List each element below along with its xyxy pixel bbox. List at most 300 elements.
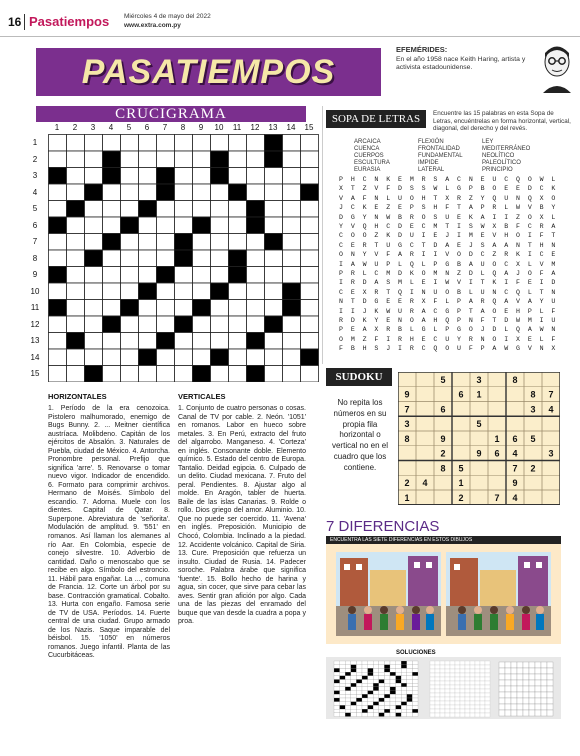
solution-crossword-cell: [390, 683, 396, 687]
solution-wordsearch-cell: [445, 689, 450, 693]
solution-wordsearch-cell: [475, 665, 480, 669]
sopa-letter: H: [409, 335, 414, 343]
sopa-letter: E: [504, 307, 509, 315]
solution-crossword-cell: [384, 698, 390, 702]
sopa-letter: Z: [468, 194, 473, 202]
solution-crossword-cell: [384, 680, 390, 684]
sopa-letter: U: [374, 260, 379, 268]
crossword-cell: [121, 333, 139, 350]
solution-crossword-cell: [362, 680, 368, 684]
efemerides-text: En el año 1958 nace Keith Haring, artista y activista estadounidense.: [396, 56, 526, 72]
black-cell: [103, 234, 121, 251]
crossword-cell: [211, 366, 229, 383]
sopa-letter: N: [468, 176, 473, 183]
row-number: 14: [30, 352, 40, 362]
crossword-cell: [139, 267, 157, 284]
solution-crossword-cell: [412, 709, 418, 713]
sopa-letter: H: [374, 223, 379, 230]
black-cell: [121, 300, 139, 317]
crossword-cell: [121, 250, 139, 267]
solution-wordsearch-cell: [450, 689, 455, 693]
solution-crossword-cell: [362, 676, 368, 680]
sopa-letter: A: [480, 307, 485, 315]
sopa-word: CUENCA: [354, 146, 380, 152]
solution-crossword-cell: [362, 687, 368, 691]
solution-sudoku-cell: [505, 710, 511, 716]
solution-wordsearch-cell: [455, 661, 460, 665]
sopa-letter: Q: [516, 326, 520, 334]
sopa-letter: R: [480, 298, 485, 306]
crossword-cell: [229, 333, 247, 350]
sudoku-given: 4: [548, 404, 554, 415]
sopa-letter: P: [468, 185, 473, 193]
solution-crossword-cell: [373, 665, 379, 669]
sudoku-given: 6: [440, 404, 446, 415]
sopa-letter: X: [539, 194, 544, 202]
sopa-letter: E: [421, 335, 426, 343]
solution-crossword-cell: [340, 691, 346, 695]
sopa-letter: R: [409, 345, 414, 353]
solution-wordsearch-cell: [440, 669, 445, 673]
solution-sudoku-cell: [541, 704, 547, 710]
sudoku-given: 1: [476, 389, 482, 400]
row-number: 10: [30, 286, 40, 296]
solution-wordsearch-cell: [445, 685, 450, 689]
solution-crossword-cell: [368, 694, 374, 698]
solution-wordsearch-cell: [465, 693, 470, 697]
solution-crossword-cell: [396, 672, 402, 676]
sopa-letter: T: [445, 223, 450, 230]
sopa-letter: Y: [480, 194, 485, 202]
crossword-cell: [67, 283, 85, 300]
crossword-cell: [247, 151, 265, 168]
black-cell: [193, 366, 211, 383]
solution-crossword-cell: [334, 680, 340, 684]
sopa-letter: A: [527, 298, 532, 306]
sopa-letter: I: [433, 279, 438, 287]
solution-crossword-cell: [384, 713, 390, 717]
sopa-letter: X: [421, 298, 426, 306]
sopa-letter: R: [350, 270, 355, 277]
solution-crossword-cell: [401, 691, 407, 695]
solution-crossword-cell: [407, 665, 413, 669]
crossword-cell: [301, 168, 319, 185]
sopa-letter: V: [374, 185, 379, 193]
crossword-cell: [247, 349, 265, 366]
solution-crossword-cell: [412, 668, 418, 672]
crossword-cell: [67, 316, 85, 333]
sopa-letter: C: [504, 260, 509, 268]
sopa-word-list: [354, 139, 554, 175]
black-cell: [211, 151, 229, 168]
solution-crossword-cell: [362, 702, 368, 706]
solution-wordsearch-cell: [445, 693, 450, 697]
solution-wordsearch-cell: [450, 713, 455, 717]
sopa-letter: U: [445, 213, 450, 221]
solution-crossword-cell: [379, 676, 385, 680]
solution-wordsearch-cell: [450, 661, 455, 665]
sopa-word: IMPIDE: [418, 160, 439, 166]
sudoku-given: 7: [494, 492, 500, 503]
sopa-letter: W: [386, 213, 391, 221]
crossword-cell: [175, 333, 193, 350]
solution-wordsearch-cell: [460, 701, 465, 705]
sopa-letter: E: [386, 317, 391, 324]
crossword-cell: [247, 168, 265, 185]
solution-wordsearch-cell: [470, 669, 475, 673]
black-cell: [265, 151, 283, 168]
crossword-cell: [283, 151, 301, 168]
solution-crossword-cell: [396, 698, 402, 702]
crossword-cell: [283, 333, 301, 350]
solution-wordsearch-cell: [450, 685, 455, 689]
crossword-cell: [193, 135, 211, 152]
sopa-letter: N: [374, 194, 379, 202]
sopa-letter: J: [516, 270, 520, 277]
solution-wordsearch-cell: [470, 673, 475, 677]
crossword-cell: [229, 283, 247, 300]
solution-crossword-cell: [362, 705, 368, 709]
crossword-cell: [49, 333, 67, 350]
solution-wordsearch-cell: [435, 689, 440, 693]
solution-wordsearch-cell: [465, 661, 470, 665]
solution-crossword-cell: [356, 687, 362, 691]
solution-wordsearch-cell: [480, 661, 485, 665]
sopa-letter: E: [374, 204, 379, 212]
sopa-letter: V: [445, 251, 450, 259]
sopa-letter: N: [398, 317, 402, 324]
solution-wordsearch-cell: [480, 693, 485, 697]
sopa-letter: W: [539, 326, 544, 334]
sopa-letter: O: [527, 213, 532, 221]
sopa-word: CUERPOS: [354, 153, 384, 159]
sopa-letter: G: [374, 298, 379, 306]
black-cell: [139, 349, 157, 366]
crossword-cell: [103, 135, 121, 152]
sopa-letter: I: [339, 307, 343, 315]
sopa-letter: O: [527, 270, 532, 277]
solution-crossword-cell: [401, 668, 407, 672]
crossword-cell: [67, 151, 85, 168]
solution-crossword-cell: [340, 709, 346, 713]
solution-crossword-cell: [356, 672, 362, 676]
solution-crossword-cell: [334, 687, 340, 691]
row-number: 2: [32, 154, 38, 164]
sudoku-title: SUDOKU: [326, 368, 392, 386]
solution-crossword-cell: [356, 680, 362, 684]
crossword-cell: [265, 250, 283, 267]
solution-wordsearch-cell: [460, 685, 465, 689]
sopa-word: NEOLÍTICO: [482, 153, 515, 159]
verticales-clues: 1. Conjunto de cuatro personas o cosas. Canal de TV por cable. 2. Neón. '1051' en romanos. Labor en hueco sobre metales. 3. En Perú, extracto del fruto del algarrobo. Manganeso. 4. 'Corteza' en inglés. Consonante doble. Elemento químico. 5. Estado del centro de Europa. Tantalio. Deidad egipcia. 6. Culpado de un delito. Ciudad mexicana. 7. Fruto del peral. Pendientes. 8. Ajustar algo al molde. En Aragón, tabler de huerta. Baile de las islas Canarias. 9. Rolde o rollo. Dios griego del amor. Aluminio. 10. Que no puede ser coercido. 11. 'Avena' en inglés. Preposición. Municipio de Chocó, Colombia. Inclinado a la piedad. 12. Accidente volcánico. Capital de Siria. 13. Cure. Preposición que refuerza un insulto. Ciudad de Rusia. 14. Padecer soroche. Palabra árabe que significa 'fuente'. 15. Bollo hecho de harina y agua, sin cocer, que sirve para cebar las aves. Sentir gran afición por algo. Cada una de las piezas del enramado del buque que van desde la cuadra a popa y proa.: [178, 405, 306, 626]
solution-wordsearch-cell: [430, 697, 435, 701]
solution-sudoku-cell: [535, 662, 541, 668]
column-divider: [322, 106, 323, 364]
crossword-cell: [247, 250, 265, 267]
crossword-cell: [157, 250, 175, 267]
sopa-letter: G: [445, 307, 450, 315]
solution-sudoku-cell: [517, 662, 523, 668]
sopa-letter: I: [350, 307, 355, 315]
sopa-letter: D: [433, 241, 438, 249]
crossword-cell: [157, 135, 175, 152]
crossword-cell: [85, 316, 103, 333]
sopa-letter: T: [551, 232, 556, 240]
crossword-cell: [211, 201, 229, 218]
sopa-letter: E: [527, 335, 532, 343]
sopa-letter: L: [539, 307, 544, 315]
sopa-letter: P: [480, 204, 485, 212]
solution-crossword-cell: [401, 702, 407, 706]
crossword-cell: [157, 283, 175, 300]
solution-sudoku-cell: [547, 710, 553, 716]
sopa-letter: O: [362, 232, 367, 240]
solution-crossword-cell: [351, 661, 357, 665]
crossword-cell: [211, 135, 229, 152]
sopa-letter: R: [409, 298, 414, 306]
sopa-letter: O: [457, 251, 461, 259]
solution-wordsearch-cell: [475, 685, 480, 689]
row-number: 7: [32, 237, 38, 246]
crossword-cell: [283, 349, 301, 366]
sopa-letter: R: [409, 307, 414, 315]
sopa-letter: I: [527, 232, 532, 240]
sopa-letter: F: [516, 279, 520, 287]
crossword-cell: [283, 316, 301, 333]
black-cell: [229, 267, 247, 284]
page-number: 16: [8, 15, 22, 29]
sopa-letter: U: [551, 317, 556, 324]
sopa-letter: K: [362, 204, 367, 212]
sopa-letter: L: [445, 185, 450, 193]
solution-wordsearch-cell: [455, 705, 460, 709]
crossword-cell: [157, 151, 175, 168]
row-number: 12: [30, 319, 40, 329]
sopa-letter: I: [504, 335, 509, 343]
solution-crossword-cell: [396, 665, 402, 669]
sopa-letter: A: [504, 270, 509, 277]
black-cell: [301, 349, 319, 366]
sopa-letter: A: [468, 260, 473, 268]
column-number: 9: [198, 123, 204, 132]
solution-wordsearch-cell: [440, 709, 445, 713]
portrait-illustration: [538, 43, 576, 93]
sopa-letter: P: [339, 176, 343, 183]
crossword-cell: [67, 300, 85, 317]
crossword-cell: [103, 366, 121, 383]
sopa-letter: Q: [492, 270, 497, 277]
crossword-cell: [121, 151, 139, 168]
solution-crossword-cell: [340, 672, 346, 676]
sopa-letter: K: [409, 270, 414, 277]
solution-crossword-cell: [334, 698, 340, 702]
sopa-letter: H: [516, 307, 520, 315]
sopa-word: PALEOLÍTICO: [482, 160, 521, 166]
sopa-letter: O: [492, 260, 497, 268]
crossword-cell: [211, 267, 229, 284]
sopa-letter: Y: [374, 317, 379, 324]
crossword-cell: [229, 168, 247, 185]
sopa-letter: H: [433, 317, 438, 324]
sopa-letter: Q: [516, 176, 520, 183]
sudoku-given: 8: [440, 463, 446, 474]
solution-crossword-cell: [368, 680, 374, 684]
crossword-cell: [157, 300, 175, 317]
solution-wordsearch-cell: [485, 661, 490, 665]
sopa-letter: T: [350, 298, 355, 306]
crossword-cell: [193, 349, 211, 366]
sopa-letter: M: [468, 232, 473, 240]
sopa-letter: R: [339, 317, 343, 324]
solution-sudoku-cell: [499, 704, 505, 710]
solution-crossword-cell: [340, 680, 346, 684]
solution-crossword-cell: [345, 687, 351, 691]
sudoku-given: 2: [458, 492, 464, 503]
sopa-letter: E: [350, 288, 355, 296]
sopa-letter: L: [504, 204, 509, 212]
solution-wordsearch-cell: [480, 669, 485, 673]
column-number: 12: [250, 123, 260, 132]
solution-crossword-cell: [334, 665, 340, 669]
sopa-letter: D: [398, 223, 402, 230]
solution-wordsearch-cell: [440, 661, 445, 665]
solution-wordsearch-cell: [475, 689, 480, 693]
crossword-cell: [103, 300, 121, 317]
solution-wordsearch-cell: [475, 701, 480, 705]
solution-wordsearch-cell: [480, 665, 485, 669]
sopa-letter: O: [516, 232, 520, 240]
crossword-cell: [193, 184, 211, 201]
column-number: 11: [232, 123, 242, 132]
solution-wordsearch-cell: [435, 673, 440, 677]
sopa-letter: P: [386, 260, 391, 268]
sopa-letter: F: [362, 194, 367, 202]
sopa-letter: E: [457, 241, 461, 249]
sopa-letter: W: [516, 204, 520, 212]
solution-crossword-cell: [390, 672, 396, 676]
solution-sudoku-cell: [535, 704, 541, 710]
sopa-letter: T: [468, 307, 473, 315]
sopa-letter: Y: [457, 335, 461, 343]
solution-sudoku-cell: [535, 674, 541, 680]
crossword-cell: [139, 168, 157, 185]
sopa-letter: T: [386, 288, 391, 296]
sudoku-given: 6: [458, 389, 464, 400]
solution-wordsearch-cell: [480, 709, 485, 713]
solution-crossword-cell: [340, 698, 346, 702]
solution-sudoku-cell: [511, 662, 517, 668]
sopa-letter: K: [362, 317, 367, 324]
soluciones-title: SOLUCIONES: [396, 650, 436, 656]
solution-wordsearch-cell: [480, 701, 485, 705]
sopa-letter: S: [409, 185, 414, 193]
solution-crossword-cell: [396, 709, 402, 713]
solution-wordsearch-cell: [440, 705, 445, 709]
sopa-letter: U: [457, 345, 461, 353]
solution-wordsearch-cell: [460, 689, 465, 693]
solution-wordsearch-cell: [460, 697, 465, 701]
sopa-letter: D: [362, 279, 367, 287]
sopa-letter: L: [527, 260, 532, 268]
solution-sudoku-cell: [517, 680, 523, 686]
solution-sudoku-cell: [505, 698, 511, 704]
solution-crossword-cell: [340, 676, 346, 680]
solution-crossword-cell: [396, 691, 402, 695]
solution-crossword-cell: [384, 702, 390, 706]
sopa-letter: A: [421, 307, 426, 315]
crossword-cell: [229, 201, 247, 218]
sopa-letter: U: [398, 194, 402, 202]
sopa-letter: Z: [374, 232, 379, 240]
solution-sudoku-cell: [547, 674, 553, 680]
solution-crossword-cell: [396, 694, 402, 698]
sopa-letter: F: [339, 345, 343, 353]
sopa-word: LEY: [482, 139, 494, 145]
solution-sudoku-cell: [535, 680, 541, 686]
sopa-letter: C: [339, 288, 343, 296]
sopa-letter: W: [433, 185, 438, 193]
sopa-letter: C: [374, 270, 379, 277]
solution-sudoku-cell: [541, 668, 547, 674]
crossword-cell: [175, 168, 193, 185]
sopa-letter: R: [374, 288, 379, 296]
solution-sudoku-cell: [541, 674, 547, 680]
solution-sudoku-cell: [511, 686, 517, 692]
solution-crossword-cell: [379, 661, 385, 665]
solution-crossword-cell: [390, 709, 396, 713]
sopa-letter: H: [421, 194, 426, 202]
solution-wordsearch-cell: [450, 709, 455, 713]
solution-crossword-cell: [345, 705, 351, 709]
solution-wordsearch-cell: [455, 713, 460, 717]
solution-crossword-cell: [356, 709, 362, 713]
sopa-letter: F: [551, 335, 556, 343]
sopa-letter: L: [551, 176, 556, 183]
solution-wordsearch-cell: [435, 661, 440, 665]
crossword-cell: [193, 267, 211, 284]
black-cell: [85, 366, 103, 383]
solution-sudoku-cell: [511, 698, 517, 704]
solution-wordsearch-cell: [445, 681, 450, 685]
solution-crossword-cell: [351, 702, 357, 706]
sopa-letter: O: [421, 270, 426, 277]
solution-wordsearch-cell: [450, 693, 455, 697]
crossword-cell: [85, 267, 103, 284]
crossword-cell: [157, 201, 175, 218]
sopa-letter: U: [386, 241, 391, 249]
solution-wordsearch-cell: [440, 665, 445, 669]
solution-wordsearch-cell: [430, 673, 435, 677]
sopa-letter: U: [551, 298, 556, 306]
solution-wordsearch-cell: [440, 685, 445, 689]
sopa-letter: F: [386, 185, 391, 193]
sopa-letter: R: [468, 335, 473, 343]
solution-crossword-cell: [362, 709, 368, 713]
crossword-cell: [103, 184, 121, 201]
column-number: 10: [214, 123, 224, 132]
solution-wordsearch-cell: [455, 689, 460, 693]
solution-wordsearch-cell: [460, 669, 465, 673]
solution-wordsearch-cell: [435, 665, 440, 669]
sopa-letter: K: [468, 213, 473, 221]
crossword-cell: [301, 250, 319, 267]
solution-wordsearch-cell: [465, 697, 470, 701]
sopa-letter: M: [433, 270, 438, 277]
black-cell: [157, 333, 175, 350]
sudoku-given: 7: [548, 389, 554, 400]
solution-crossword-cell: [412, 665, 418, 669]
crossword-cell: [121, 283, 139, 300]
